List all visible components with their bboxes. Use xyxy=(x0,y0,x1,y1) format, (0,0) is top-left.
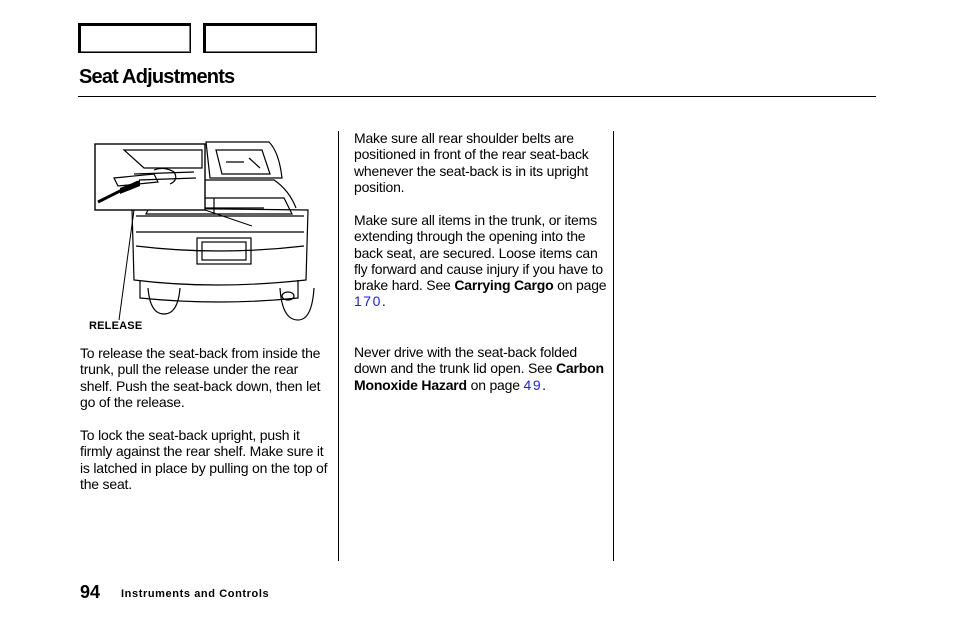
secure-items-tail: on page xyxy=(557,277,607,294)
release-callout-label: RELEASE xyxy=(89,320,143,332)
trunk-open-warning xyxy=(354,344,609,393)
trunk-release-illustration xyxy=(84,138,334,338)
trunk-open-text: Never drive with the seat-back folded down and the trunk lid open. See xyxy=(354,344,577,377)
secure-items-text: Make sure all items in the trunk, or items extending through the opening into the back seat, are secured. Loose items can fly forward and cause injury if you have to brake hard. See xyxy=(354,212,603,294)
carbon-monoxide-ref: Carbon Monoxide Hazard xyxy=(354,360,604,393)
release-instructions: To release the seat-back from inside the trunk, pull the release under the rear shelf. Push the seat-back down, then let go of the release. xyxy=(80,345,321,410)
next-page-button[interactable] xyxy=(203,23,317,53)
page-number: 94 xyxy=(80,582,101,602)
page-49-link[interactable]: 49 xyxy=(523,376,543,393)
secure-items-note xyxy=(354,212,609,310)
column-divider-right xyxy=(613,131,614,561)
page-title: Seat Adjustments xyxy=(79,66,235,88)
section-name: Instruments and Controls xyxy=(121,588,270,600)
page-170-link[interactable]: 170 xyxy=(354,293,382,310)
title-divider xyxy=(78,96,876,97)
previous-page-button[interactable] xyxy=(78,23,191,53)
belt-position-note: Make sure all rear shoulder belts are positioned in front of the rear seat-back whenever the seat-back is in its upright position. xyxy=(354,130,589,195)
secure-items-end: . xyxy=(381,293,386,310)
carrying-cargo-ref: Carrying Cargo xyxy=(454,277,554,294)
trunk-open-end: . xyxy=(542,376,546,393)
lock-instructions: To lock the seat-back upright, push it firmly against the rear shelf. Make sure it is latched in place by pulling on the top of the seat. xyxy=(80,427,328,492)
column-divider-left xyxy=(338,131,339,561)
trunk-open-tail: on page xyxy=(470,376,520,393)
